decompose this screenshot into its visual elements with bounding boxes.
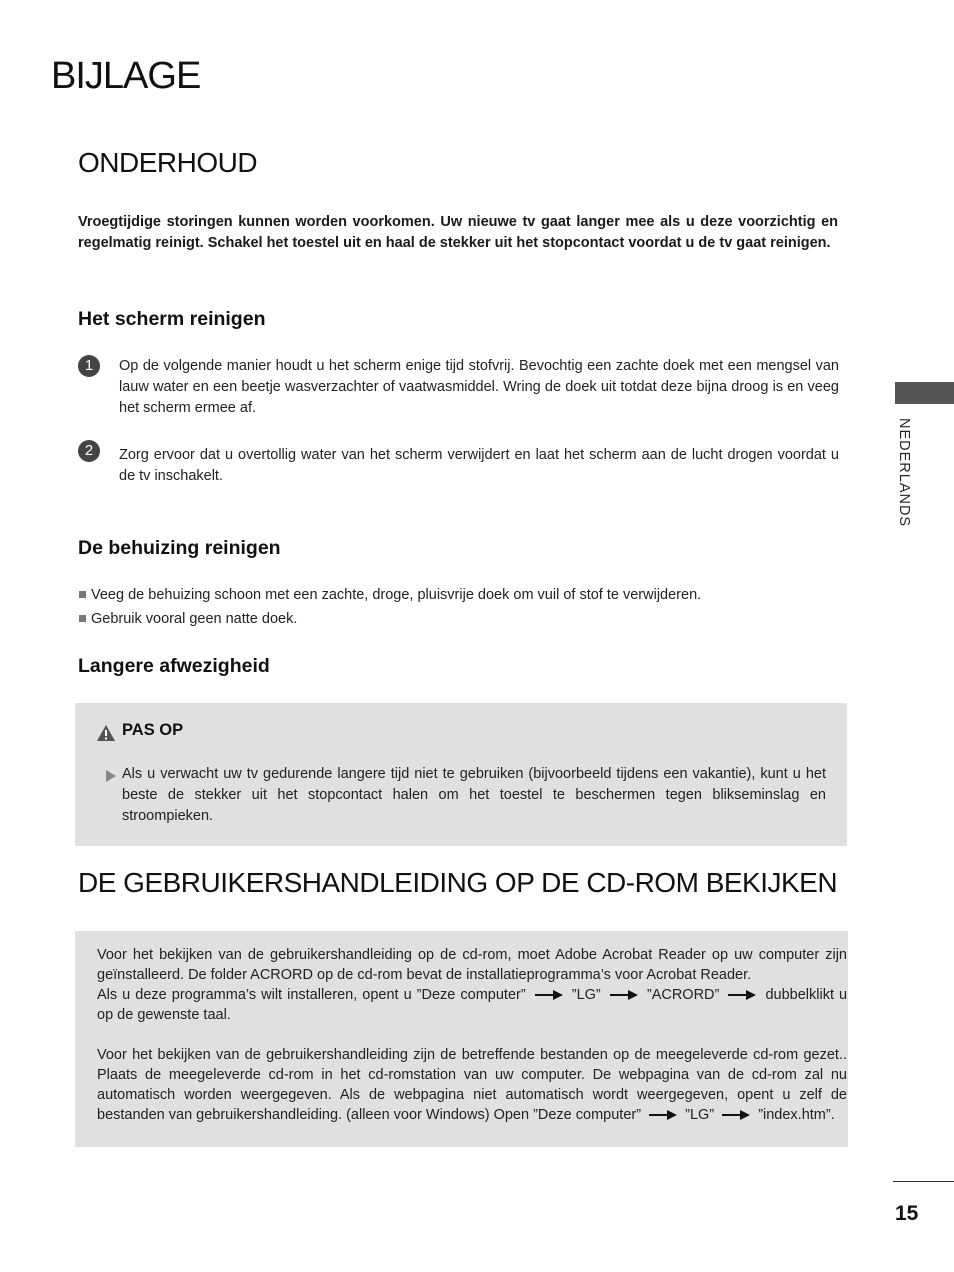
sidebar-tab-marker bbox=[895, 382, 954, 404]
subheading-long-absence: Langere afwezigheid bbox=[78, 655, 270, 677]
footer-rule bbox=[893, 1181, 954, 1182]
bullet-square-icon bbox=[79, 591, 86, 598]
bullet-item-2: Gebruik vooral geen natte doek. bbox=[79, 609, 297, 630]
arrow-right-icon bbox=[722, 1110, 750, 1120]
warning-icon bbox=[96, 724, 116, 742]
page-title: BIJLAGE bbox=[51, 55, 201, 97]
cdrom-paragraph-2: Voor het bekijken van de gebruikershandleiding zijn de betreffende bestanden op de meegeleverde cd-rom gezet.. Plaats de meegeleverde cd-rom in het cd-romstation van uw computer. De webpagina van de cd-rom zal nu automatisch worden weergegeven. Als de webpagina niet automatisch wordt weergegeven, opent u zelf de bestanden van gebruikershandleiding. (alleen voor Windows) Open ”Deze computer” ”LG” ”index.htm”. bbox=[97, 1047, 847, 1123]
step-number-1: 1 bbox=[78, 355, 100, 377]
bullet-item-1: Veeg de behuizing schoon met een zachte, droge, pluisvrije doek om vuil of stof te verwijderen. bbox=[79, 585, 701, 606]
bullet-square-icon bbox=[79, 615, 86, 622]
arrow-right-icon bbox=[728, 990, 756, 1000]
caution-title: PAS OP bbox=[122, 721, 184, 739]
sidebar-language-label: NEDERLANDS bbox=[896, 418, 912, 528]
arrow-right-icon bbox=[610, 990, 638, 1000]
section-heading-onderhoud: ONDERHOUD bbox=[78, 147, 258, 178]
intro-paragraph: Vroegtijdige storingen kunnen worden voorkomen. Uw nieuwe tv gaat langer mee als u deze voorzichtig en regelmatig reinigt. Schakel het toestel uit en haal de stekker uit het stopcontact voordat u de tv gaat reinigen. bbox=[78, 214, 838, 251]
caution-text: Als u verwacht uw tv gedurende langere tijd niet te gebruiken (bijvoorbeeld tijdens een vakantie), kunt u het beste de stekker uit het stopcontact halen om het toestel te beschermen tegen blikseminslag en stroompieken. bbox=[122, 766, 826, 824]
triangle-bullet-icon bbox=[106, 770, 116, 782]
step-number-2: 2 bbox=[78, 440, 100, 462]
subheading-screen-cleaning: Het scherm reinigen bbox=[78, 308, 266, 330]
subheading-housing-cleaning: De behuizing reinigen bbox=[78, 537, 281, 559]
step-text-2: Zorg ervoor dat u overtollig water van het scherm verwijdert en laat het scherm aan de lucht drogen voordat u de tv inschakelt. bbox=[119, 447, 839, 484]
section-heading-cdrom: DE GEBRUIKERSHANDLEIDING OP DE CD-ROM BEKIJKEN bbox=[78, 867, 838, 898]
step-text-1: Op de volgende manier houdt u het scherm enige tijd stofvrij. Bevochtig een zachte doek met een mengsel van lauw water en een beetje wasverzachter of vaatwasmiddel. Wring de doek uit totdat deze bijna droog is en veeg het scherm ermee af. bbox=[119, 358, 839, 416]
arrow-right-icon bbox=[535, 990, 563, 1000]
cdrom-info-box bbox=[75, 931, 848, 1147]
arrow-right-icon bbox=[649, 1110, 677, 1120]
cdrom-paragraph-1: Voor het bekijken van de gebruikershandleiding op de cd-rom, moet Adobe Acrobat Reader op uw computer zijn geïnstalleerd. De folder ACRORD op de cd-rom bevat de installatieprogramma’s voor Acrobat Reader. Als u deze programma’s wilt installeren, opent u ”Deze computer” ”LG” ”ACRORD” dubbelklikt u op de gewenste taal. bbox=[97, 947, 848, 1023]
page-number: 15 bbox=[895, 1202, 919, 1225]
